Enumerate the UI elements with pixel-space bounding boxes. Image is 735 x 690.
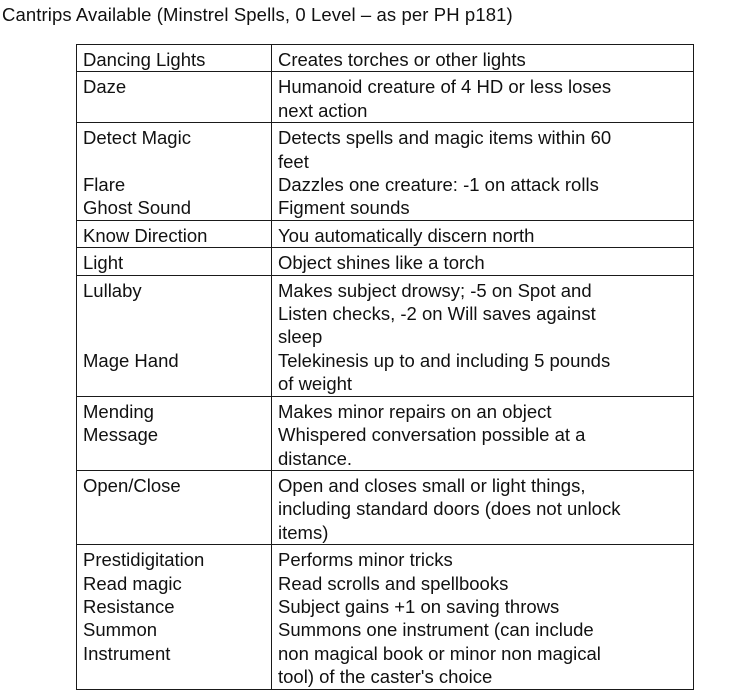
spell-name-cell: [77, 123, 272, 221]
cantrip-table: [76, 44, 694, 690]
spell-name: Read magic: [83, 572, 182, 594]
spell-name: Instrument: [83, 642, 171, 664]
table-row: [77, 396, 694, 470]
spell-name: [83, 325, 265, 348]
spell-description-cell: [272, 470, 694, 544]
spell-name: [83, 150, 265, 173]
spell-description: Listen checks, -2 on Will saves against: [278, 303, 596, 325]
spell-name: Open/Close: [83, 474, 181, 496]
spell-name-cell: [77, 220, 272, 247]
spell-name: Daze: [83, 76, 127, 98]
spell-description-cell: [272, 123, 694, 221]
spell-name: Summon: [83, 619, 158, 641]
spell-description: Telekinesis up to and including 5 pounds: [278, 349, 611, 371]
spell-description-cell: [272, 220, 694, 247]
spell-description-cell: [272, 45, 694, 72]
table-row: [77, 220, 694, 247]
spell-description: Figment sounds: [278, 197, 410, 219]
spell-name-cell: [77, 45, 272, 72]
spell-description: Dazzles one creature: -1 on attack rolls: [278, 174, 599, 196]
spell-description-cell: [272, 545, 694, 689]
spell-name: Prestidigitation: [83, 549, 205, 571]
spell-description-cell: [272, 72, 694, 123]
spell-description: Whispered conversation possible at a: [278, 424, 586, 446]
spell-name: Flare: [83, 174, 126, 196]
spell-description-cell: [272, 248, 694, 275]
spell-name: Detect Magic: [83, 127, 191, 149]
spell-name-cell: [77, 275, 272, 396]
spell-description: Open and closes small or light things,: [278, 474, 586, 496]
spell-description: items): [278, 521, 329, 543]
spell-description: Makes minor repairs on an object: [278, 400, 552, 422]
table-row: [77, 470, 694, 544]
spell-name-cell: [77, 396, 272, 470]
spell-name: Know Direction: [83, 224, 208, 246]
spell-description: Read scrolls and spellbooks: [278, 572, 509, 594]
spell-description: Makes subject drowsy; -5 on Spot and: [278, 279, 592, 301]
spell-description: Detects spells and magic items within 60: [278, 127, 612, 149]
spell-name: Mending: [83, 400, 154, 422]
spell-name: Resistance: [83, 595, 175, 617]
spell-description: Object shines like a torch: [278, 252, 485, 274]
spell-description: distance.: [278, 447, 353, 469]
spell-description: next action: [278, 99, 368, 121]
spell-description: sleep: [278, 326, 323, 348]
cantrip-table-body: [77, 45, 694, 690]
table-row: [77, 45, 694, 72]
spell-description: non magical book or minor non magical: [278, 642, 601, 664]
spell-name-cell: [77, 72, 272, 123]
table-row: [77, 275, 694, 396]
table-row: [77, 248, 694, 275]
spell-name: Dancing Lights: [83, 49, 206, 70]
spell-name: Light: [83, 252, 124, 274]
spell-name: Ghost Sound: [83, 197, 191, 219]
spell-name-cell: [77, 248, 272, 275]
spell-description: tool) of the caster's choice: [278, 666, 493, 688]
spell-description: Subject gains +1 on saving throws: [278, 595, 560, 617]
spell-name: [83, 302, 265, 325]
spell-description-cell: [272, 396, 694, 470]
spell-name-cell: [77, 545, 272, 689]
spell-description: You automatically discern north: [278, 224, 535, 246]
spell-description-cell: [272, 275, 694, 396]
spell-name: Mage Hand: [83, 349, 179, 371]
spell-name: Lullaby: [83, 279, 142, 301]
spell-description: of weight: [278, 373, 353, 395]
table-row: [77, 72, 694, 123]
spell-description: including standard doors (does not unlock: [278, 498, 621, 520]
spell-description: Performs minor tricks: [278, 549, 453, 571]
page-title: Cantrips Available (Minstrel Spells, 0 Level – as per PH p181): [2, 4, 513, 25]
spell-description: Creates torches or other lights: [278, 49, 526, 70]
spell-name: Message: [83, 424, 159, 446]
table-row: [77, 123, 694, 221]
spell-name-cell: [77, 470, 272, 544]
spell-description: feet: [278, 150, 309, 172]
spell-description: Summons one instrument (can include: [278, 619, 594, 641]
spell-description: Humanoid creature of 4 HD or less loses: [278, 76, 612, 98]
table-row: [77, 545, 694, 689]
